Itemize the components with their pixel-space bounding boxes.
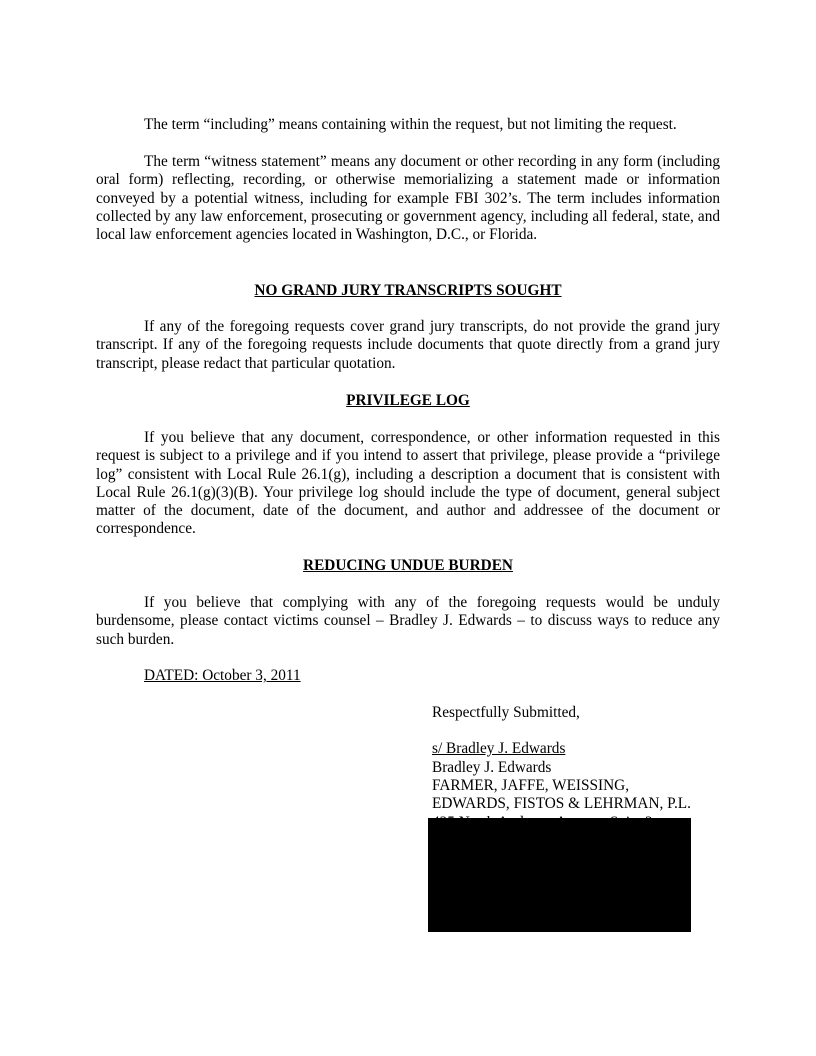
undue-burden-paragraph: If you believe that complying with any of the foregoing requests would be unduly burdensome, please contact victims counsel – Bradley J. Edwards – to discuss ways to reduce any such burden. [96,594,720,648]
closing: Respectfully Submitted, [432,704,580,721]
signature-block [432,704,732,813]
witness-statement-definition: The term “witness statement” means any document or other recording in any form (including oral form) reflecting, recording, or otherwise memorializing a statement made or information conveyed by a potential witness, including for example FBI 302’s. The term includes information collected by any law enforcement, prosecuting or government agency, including all federal, state, and local law enforcement agencies located in Washington, D.C., or Florida. [96,153,720,244]
attorney-name: Bradley J. Edwards [432,758,552,776]
electronic-signature: s/ Bradley J. Edwards [432,740,566,758]
dated-line: DATED: October 3, 2011 [144,667,301,684]
grand-jury-paragraph: If any of the foregoing requests cover grand jury transcripts, do not provide the grand jury transcript. If any of the foregoing requests include documents that quote directly from a grand jury transcript, please redact that particular quotation. [96,318,720,372]
grand-jury-heading: NO GRAND JURY TRANSCRIPTS SOUGHT [254,282,562,299]
privilege-log-paragraph: If you believe that any document, correspondence, or other information requested in this request is subject to a privilege and if you intend to assert that privilege, please provide a “privilege log” consistent with Local Rule 26.1(g), including a description a document that is consistent with Local Rule 26.1(g)(3)(B). Your privilege log should include the type of document, general subject matter of the document, date of the document, and author and addressee of the document or correspondence. [96,429,720,538]
firm-name-line-1: FARMER, JAFFE, WEISSING, [432,776,630,794]
redaction-box [428,818,691,932]
including-definition: The term “including” means containing within the request, but not limiting the request. [144,116,677,133]
privilege-log-heading: PRIVILEGE LOG [346,392,470,409]
firm-name-line-2: EDWARDS, FISTOS & LEHRMAN, P.L. [432,795,691,813]
undue-burden-heading: REDUCING UNDUE BURDEN [303,557,513,574]
